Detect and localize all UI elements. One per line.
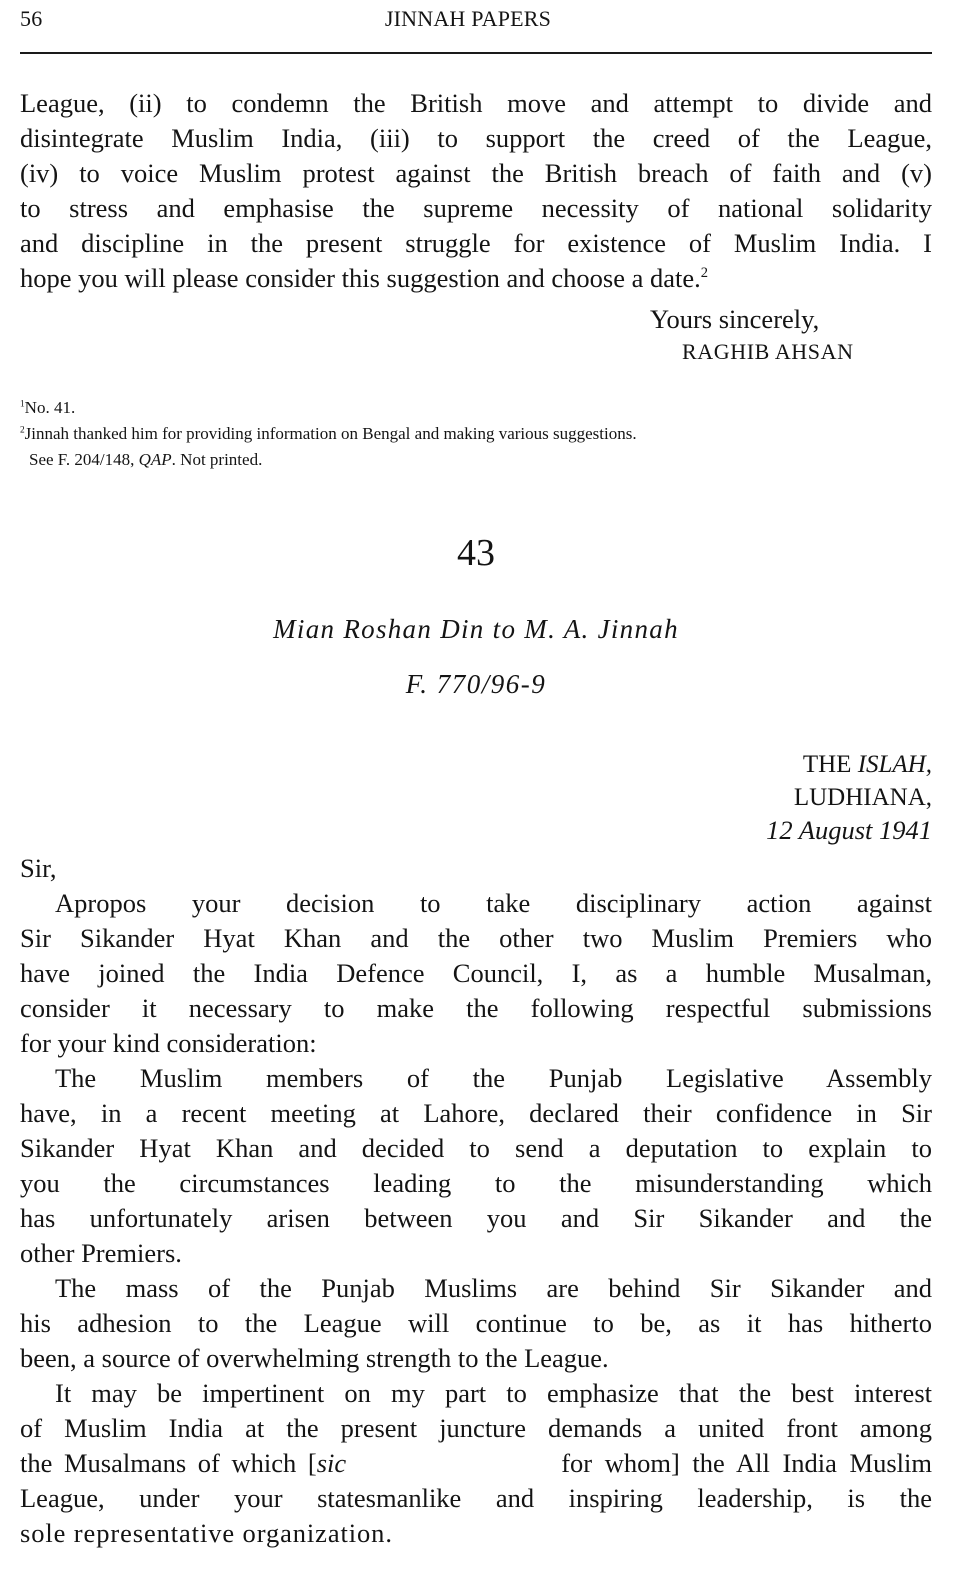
running-title: JINNAH PAPERS (384, 6, 552, 31)
footnote: $^1$No. 41. (20, 398, 76, 417)
text-line: Sir Sikander Hyat Khan and the other two Muslim Premiers who (20, 923, 932, 953)
address-city: LUDHIANA, (793, 784, 932, 811)
file-reference: F. 770/96-9 (405, 669, 547, 699)
document-title: Mian Roshan Din to M. A. Jinnah (273, 614, 679, 644)
salutation: Sir, (20, 853, 57, 883)
text-line: you the circumstances leading to the misunderstanding which (20, 1168, 932, 1198)
closing: Yours sincerely, (650, 304, 820, 334)
text-line: of Muslim India at the present juncture demands a united front among (20, 1413, 932, 1443)
footnote-continuation: See F. 204/148, QAP. Not printed. (29, 450, 263, 469)
letter-date: 12 August 1941 (766, 815, 932, 845)
text-line: Sikander Hyat Khan and decided to send a deputation to explain to (20, 1133, 932, 1163)
text-line: disintegrate Muslim India, (iii) to support the creed of the League, (20, 123, 932, 153)
text-line: to stress and emphasise the supreme necessity of national solidarity (20, 193, 932, 223)
text-line: and discipline in the present struggle for existence of Muslim India. I (20, 228, 932, 258)
text-line: have joined the India Defence Council, I, as a humble Musalman, (20, 958, 932, 988)
text-line: League, under your statesmanlike and inspiring leadership, is the (20, 1483, 932, 1513)
text-line: other Premiers. (20, 1238, 182, 1268)
text-line: The mass of the Punjab Muslims are behind Sir Sikander and (55, 1273, 932, 1303)
footnote-reference: 2 (700, 265, 709, 282)
document-number: 43 (457, 532, 495, 574)
text-line: hope you will please consider this suggestion and choose a date.$^2$ (20, 263, 709, 293)
text-line: consider it necessary to make the following respectful submissions (20, 993, 932, 1023)
text-line: It may be impertinent on my part to emphasize that the best interest (55, 1378, 932, 1408)
text-line: Apropos your decision to take disciplinary action against (55, 888, 932, 918)
footnote: $^2$Jinnah thanked him for providing information on Bengal and making various suggestions. (20, 424, 637, 443)
header-rule (20, 52, 932, 54)
text-line: (iv) to voice Muslim protest against the British breach of faith and (v) (20, 158, 932, 188)
page-number: 56 (20, 6, 43, 31)
text-line: been, a source of overwhelming strength to the League. (20, 1343, 609, 1373)
text-line: The Muslim members of the Punjab Legislative Assembly (55, 1063, 932, 1093)
address-line: THE ISLAH, (802, 751, 932, 778)
sender-address (766, 748, 932, 847)
text-line: League, (ii) to condemn the British move and attempt to divide and (20, 88, 932, 118)
text-line: sole representative organization. (20, 1518, 393, 1548)
text-line: for your kind consideration: (20, 1028, 317, 1058)
text-line: his adhesion to the League will continue to be, as it has hitherto (20, 1308, 932, 1338)
text-line: the Musalmans of which [ sic for whom] the All India Muslim (20, 1448, 932, 1478)
signature: RAGHIB AHSAN (682, 339, 854, 364)
text-line: have, in a recent meeting at Lahore, declared their confidence in Sir (20, 1098, 932, 1128)
text-line: has unfortunately arisen between you and Sir Sikander and the (20, 1203, 932, 1233)
